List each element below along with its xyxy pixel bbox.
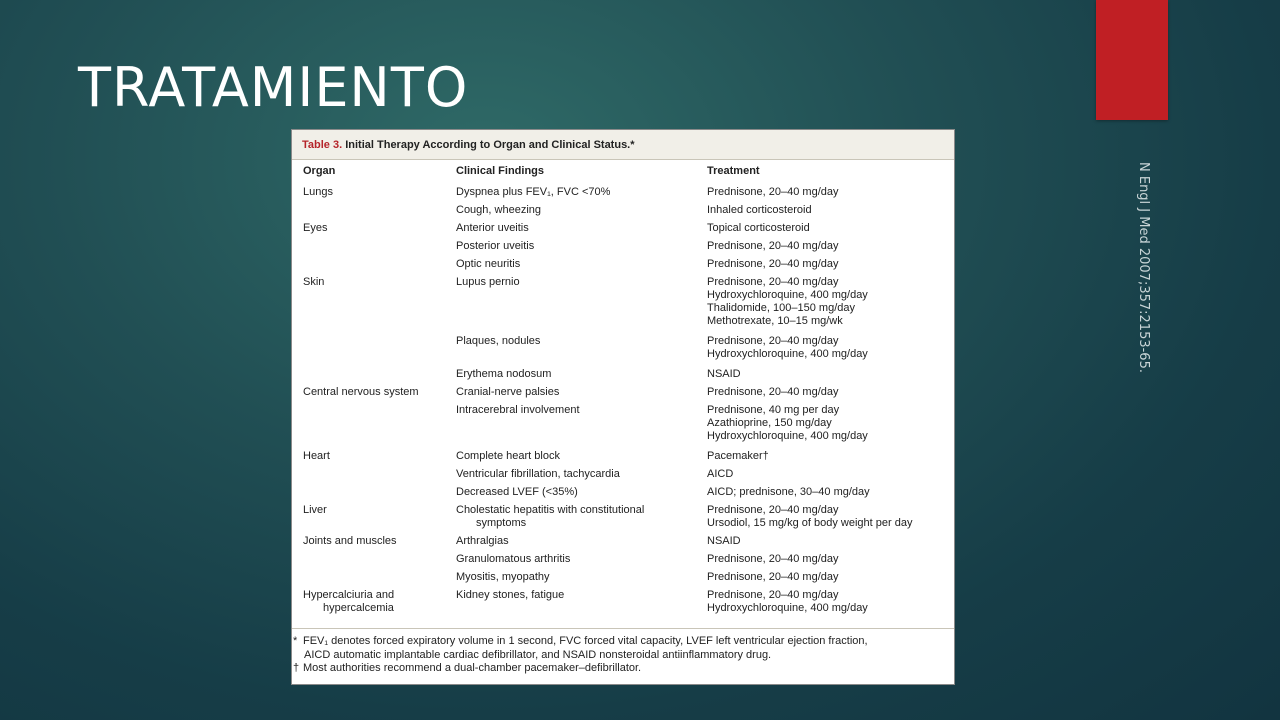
treatment-cell-line: AICD [707, 468, 734, 480]
finding-cell-line: Kidney stones, fatigue [456, 589, 565, 601]
finding-cell [445, 551, 696, 569]
finding-cell-line: Decreased LVEF (<35%) [456, 486, 578, 498]
treatment-cell [696, 484, 954, 502]
treatment-cell-line: Prednisone, 20–40 mg/day [707, 258, 839, 270]
treatment-cell-line: NSAID [707, 368, 741, 380]
finding-cell [445, 466, 696, 484]
treatment-cell [696, 502, 954, 533]
finding-cell [445, 402, 696, 448]
treatment-cell [696, 202, 954, 220]
finding-cell-line: Cranial-nerve palsies [456, 386, 560, 398]
finding-cell [445, 202, 696, 220]
finding-cell-line: Intracerebral involvement [456, 404, 580, 416]
table-caption-text: Initial Therapy According to Organ and Clinical Status.* [345, 139, 635, 151]
finding-cell [445, 238, 696, 256]
organ-cell [292, 466, 445, 484]
accent-bar [1096, 0, 1168, 120]
finding-cell [445, 569, 696, 587]
treatment-cell-line: Hydroxychloroquine, 400 mg/day [707, 289, 868, 301]
finding-cell-line: Ventricular fibrillation, tachycardia [456, 468, 620, 480]
treatment-cell-line: Hydroxychloroquine, 400 mg/day [707, 602, 868, 614]
organ-cell [292, 333, 445, 366]
treatment-cell [696, 238, 954, 256]
finding-cell-line: Myositis, myopathy [456, 571, 550, 583]
treatment-cell-line: NSAID [707, 535, 741, 547]
therapy-table-image [291, 129, 955, 685]
finding-cell [445, 274, 696, 333]
treatment-cell-line: Prednisone, 20–40 mg/day [707, 589, 839, 601]
organ-cell [292, 502, 445, 533]
organ-cell-line: Eyes [303, 222, 328, 234]
organ-cell-line: Skin [303, 276, 325, 288]
treatment-cell [696, 402, 954, 448]
organ-cell [292, 256, 445, 274]
finding-cell [445, 220, 696, 238]
finding-cell [445, 533, 696, 551]
organ-cell [292, 366, 445, 384]
treatment-cell [696, 551, 954, 569]
table-row [292, 184, 954, 202]
organ-cell [292, 533, 445, 551]
treatment-cell-line: Prednisone, 20–40 mg/day [707, 571, 839, 583]
organ-cell-line: Liver [303, 504, 327, 516]
therapy-table [292, 160, 954, 618]
table-row [292, 220, 954, 238]
treatment-cell-line: Prednisone, 20–40 mg/day [707, 335, 839, 347]
treatment-cell [696, 366, 954, 384]
organ-cell-line: Lungs [303, 186, 333, 198]
finding-cell-line: Cough, wheezing [456, 204, 542, 216]
table-row [292, 366, 954, 384]
table-body [292, 184, 954, 618]
organ-cell [292, 402, 445, 448]
treatment-cell [696, 184, 954, 202]
table-row [292, 533, 954, 551]
table-row [292, 256, 954, 274]
finding-cell [445, 587, 696, 618]
treatment-cell-line: Prednisone, 20–40 mg/day [707, 504, 839, 516]
organ-cell-line: hypercalcemia [323, 602, 394, 614]
finding-cell-line: Anterior uveitis [456, 222, 529, 234]
organ-cell-line: Joints and muscles [303, 535, 397, 547]
treatment-cell-line: Prednisone, 20–40 mg/day [707, 386, 839, 398]
header-organ: Organ [303, 165, 336, 177]
table-caption-number: Table 3. [302, 139, 343, 151]
finding-cell-line: Cholestatic hepatitis with constitutional [456, 504, 645, 516]
treatment-cell-line: Prednisone, 20–40 mg/day [707, 186, 839, 198]
finding-cell-line: symptoms [476, 517, 527, 529]
table-row [292, 202, 954, 220]
slide-title: TRATAMIENTO [78, 56, 469, 119]
finding-cell-line: Erythema nodosum [456, 368, 552, 380]
treatment-cell-line: Pacemaker† [707, 450, 769, 462]
finding-cell [445, 256, 696, 274]
organ-cell-line: Heart [303, 450, 330, 462]
treatment-cell-line: Prednisone, 40 mg per day [707, 404, 840, 416]
treatment-cell-line: AICD; prednisone, 30–40 mg/day [707, 486, 870, 498]
organ-cell [292, 384, 445, 402]
table-row [292, 274, 954, 333]
organ-cell-line: Central nervous system [303, 386, 419, 398]
treatment-cell [696, 448, 954, 466]
finding-cell [445, 184, 696, 202]
table-row [292, 333, 954, 366]
footnote-star-line1: FEV₁ denotes forced expiratory volume in 1 second, FVC forced vital capacity, LVEF left ventricular ejection fraction, [303, 635, 868, 647]
header-clinical-findings: Clinical Findings [456, 165, 545, 177]
organ-cell [292, 448, 445, 466]
treatment-cell-line: Inhaled corticosteroid [707, 204, 812, 216]
organ-cell [292, 184, 445, 202]
table-row [292, 466, 954, 484]
treatment-cell [696, 256, 954, 274]
finding-cell [445, 384, 696, 402]
table-row [292, 448, 954, 466]
finding-cell-line: Posterior uveitis [456, 240, 535, 252]
organ-cell-line: Hypercalciuria and [303, 589, 395, 601]
table-caption [292, 130, 954, 160]
finding-cell [445, 366, 696, 384]
footnote-star [293, 635, 946, 649]
treatment-cell-line: Ursodiol, 15 mg/kg of body weight per day [707, 517, 913, 529]
treatment-cell-line: Hydroxychloroquine, 400 mg/day [707, 430, 868, 442]
table-row [292, 502, 954, 533]
footnote-dagger-symbol: † [293, 662, 300, 674]
finding-cell-line: Dyspnea plus FEV₁, FVC <70% [456, 186, 611, 198]
table-row [292, 569, 954, 587]
organ-cell [292, 238, 445, 256]
organ-cell [292, 551, 445, 569]
organ-cell [292, 569, 445, 587]
finding-cell [445, 502, 696, 533]
table-row [292, 551, 954, 569]
treatment-cell [696, 587, 954, 618]
finding-cell [445, 333, 696, 366]
table-row [292, 238, 954, 256]
footnote-dagger-text: Most authorities recommend a dual-chamber pacemaker–defibrillator. [303, 662, 642, 674]
finding-cell-line: Granulomatous arthritis [456, 553, 571, 565]
table-header-row [292, 160, 954, 184]
treatment-cell-line: Prednisone, 20–40 mg/day [707, 553, 839, 565]
table-row [292, 384, 954, 402]
finding-cell-line: Complete heart block [456, 450, 560, 462]
treatment-cell [696, 569, 954, 587]
treatment-cell-line: Prednisone, 20–40 mg/day [707, 240, 839, 252]
treatment-cell-line: Methotrexate, 10–15 mg/wk [707, 315, 843, 327]
treatment-cell [696, 220, 954, 238]
organ-cell [292, 220, 445, 238]
finding-cell-line: Plaques, nodules [456, 335, 541, 347]
organ-cell [292, 274, 445, 333]
finding-cell-line: Optic neuritis [456, 258, 521, 270]
finding-cell-line: Lupus pernio [456, 276, 520, 288]
treatment-cell [696, 466, 954, 484]
treatment-cell-line: Thalidomide, 100–150 mg/day [707, 302, 855, 314]
citation: N Engl J Med 2007;357:2153-65. [1136, 162, 1151, 373]
table-row [292, 402, 954, 448]
treatment-cell-line: Hydroxychloroquine, 400 mg/day [707, 348, 868, 360]
header-treatment: Treatment [707, 165, 760, 177]
finding-cell-line: Arthralgias [456, 535, 509, 547]
finding-cell [445, 448, 696, 466]
table-footnotes [292, 628, 954, 676]
table-row [292, 587, 954, 618]
footnote-star-cont: AICD automatic implantable cardiac defibrillator, and NSAID nonsteroidal antiinflammatory drug. [304, 648, 772, 661]
table-row [292, 484, 954, 502]
treatment-cell [696, 533, 954, 551]
treatment-cell-line: Topical corticosteroid [707, 222, 810, 234]
treatment-cell-line: Prednisone, 20–40 mg/day [707, 276, 839, 288]
treatment-cell-line: Azathioprine, 150 mg/day [707, 417, 832, 429]
organ-cell [292, 587, 445, 618]
footnote-star-symbol: * [293, 635, 298, 647]
treatment-cell [696, 333, 954, 366]
organ-cell [292, 202, 445, 220]
organ-cell [292, 484, 445, 502]
treatment-cell [696, 274, 954, 333]
treatment-cell [696, 384, 954, 402]
footnote-dagger [293, 662, 946, 676]
finding-cell [445, 484, 696, 502]
